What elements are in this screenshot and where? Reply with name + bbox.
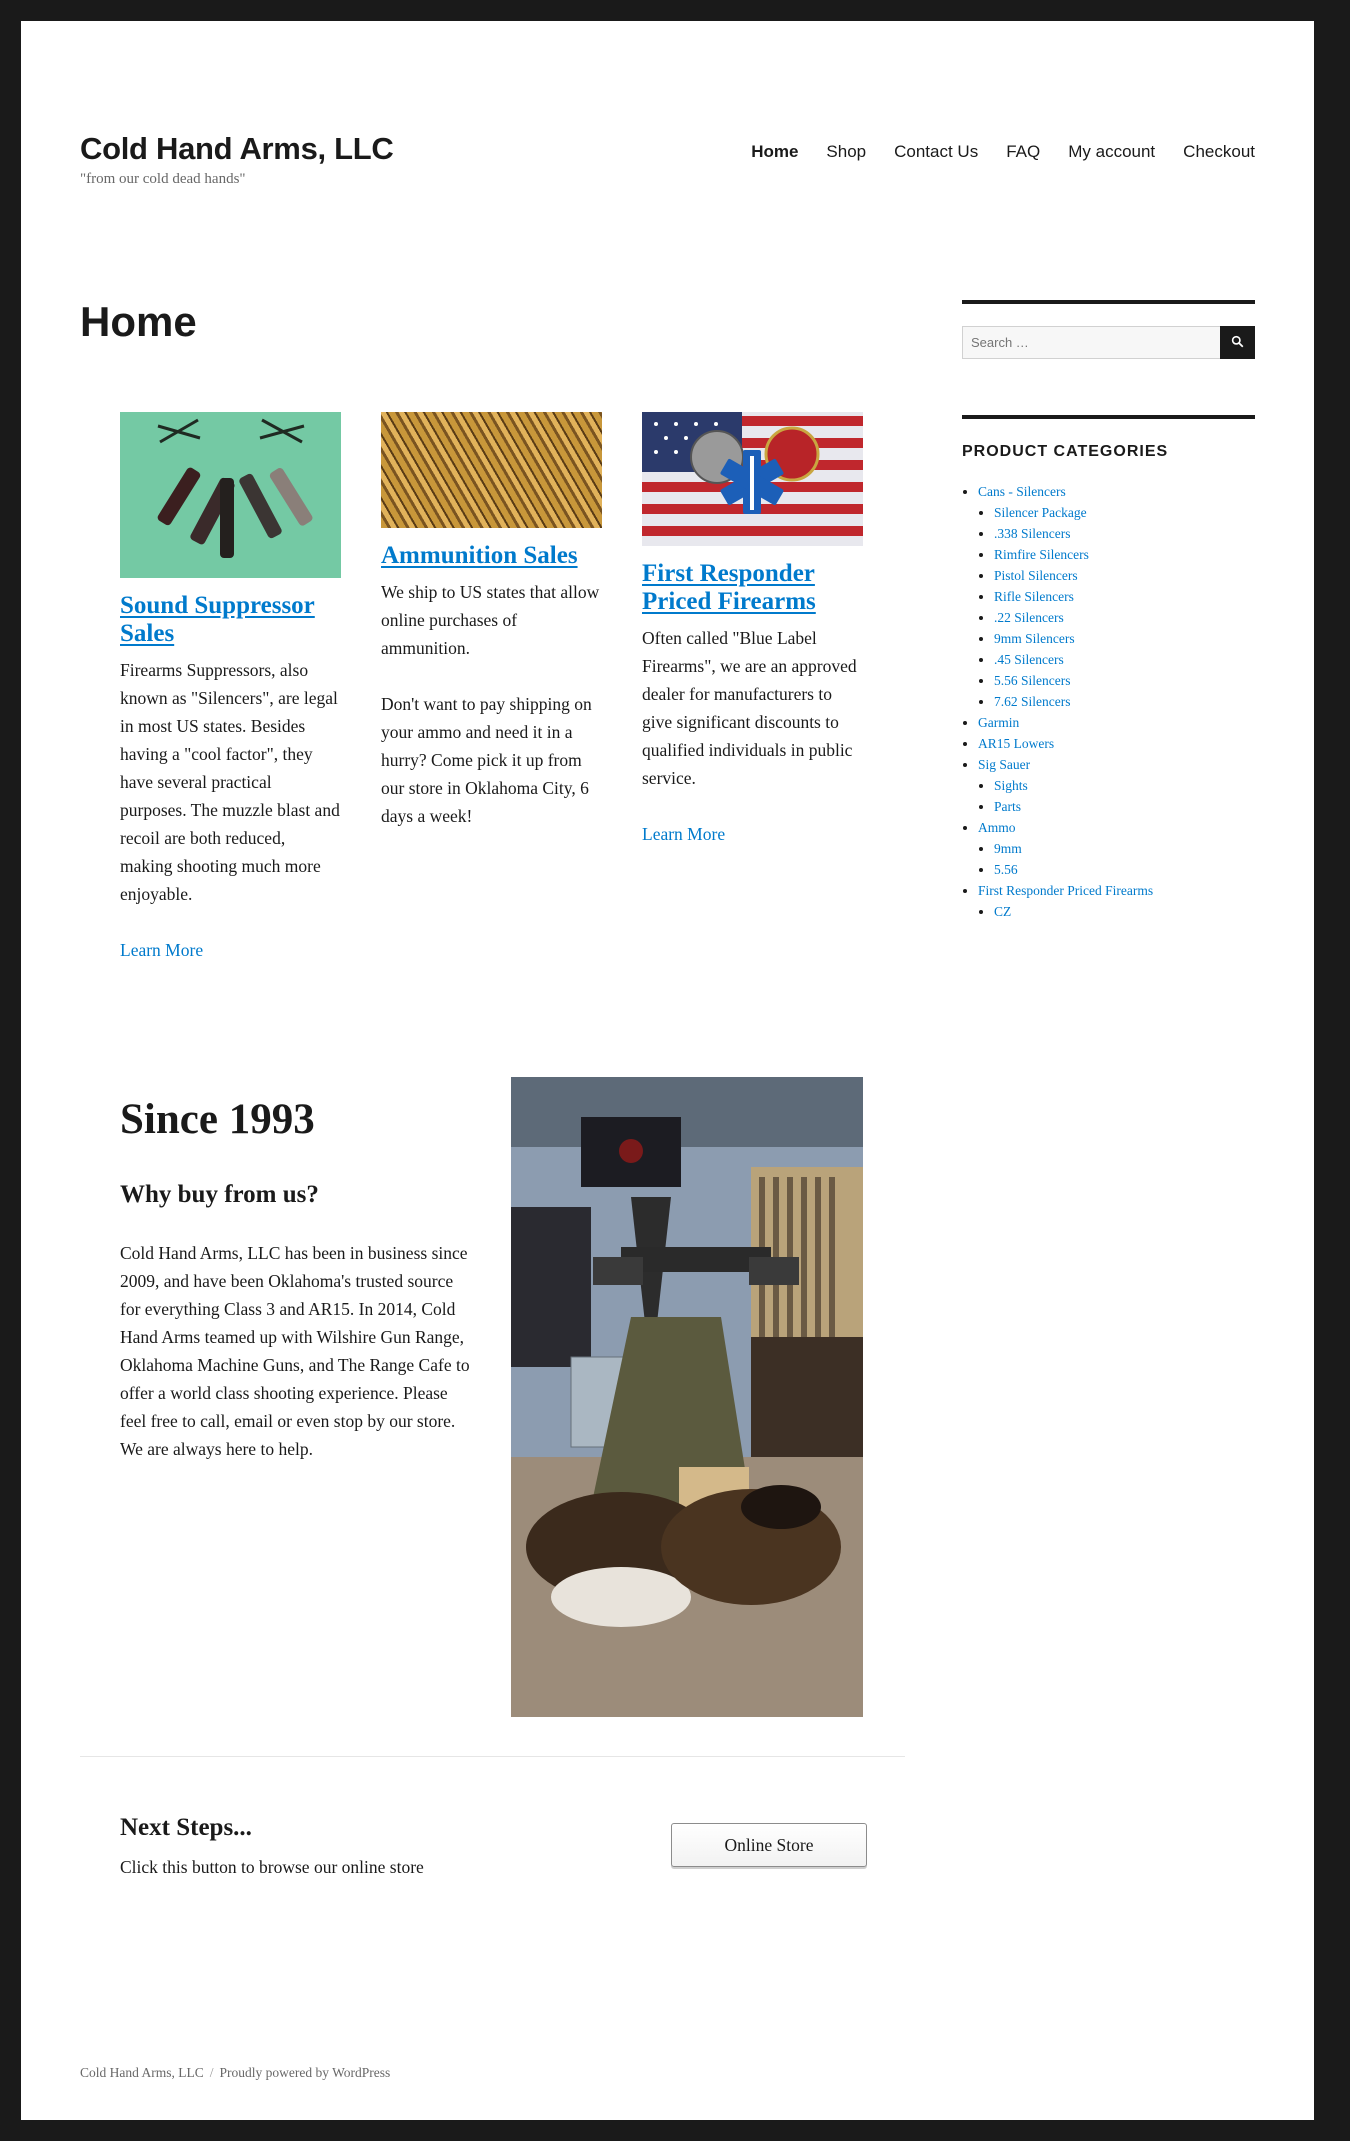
feature-title-ammunition[interactable]: Ammunition Sales <box>381 542 578 569</box>
category-sights[interactable]: Sights <box>994 778 1028 793</box>
feature-text-ammunition-pickup: Don't want to pay shipping on your ammo and need it in a hurry? Come pick it up from our store in Oklahoma City, 6 days a week! <box>381 694 592 826</box>
category-ammo-556[interactable]: 5.56 <box>994 862 1018 877</box>
learn-more-suppressors-link[interactable]: Learn More <box>120 940 204 960</box>
feature-text-ammunition: We ship to US states that allow online purchases of ammunition. <box>381 582 600 658</box>
footer-separator: / <box>209 2065 214 2080</box>
sidebar-rule <box>962 300 1255 304</box>
category-silencer-package[interactable]: Silencer Package <box>994 505 1087 520</box>
next-steps-heading: Next Steps... <box>120 1814 252 1841</box>
category-pistol-silencers[interactable]: Pistol Silencers <box>994 568 1078 583</box>
category-rimfire-silencers[interactable]: Rimfire Silencers <box>994 547 1089 562</box>
feature-title-first-responder[interactable]: First Responder Priced Firearms <box>642 560 816 615</box>
feature-ammunition <box>381 412 602 858</box>
product-categories-title: PRODUCT CATEGORIES <box>962 443 1169 460</box>
learn-more-first-responder-link[interactable]: Learn More <box>642 824 726 844</box>
category-9mm-silencers[interactable]: 9mm Silencers <box>994 631 1075 646</box>
store-photo <box>511 1077 863 1717</box>
subcategory-list <box>978 775 1255 817</box>
nav-contact-us[interactable]: Contact Us <box>894 142 979 161</box>
category-cz[interactable]: CZ <box>994 904 1012 919</box>
nav-home[interactable]: Home <box>751 142 799 161</box>
page-title: Home <box>80 298 197 345</box>
feature-text-first-responder: Often called "Blue Label Firearms", we are an approved dealer for manufacturers to give significant discounts to qualified individuals in public service. <box>642 628 857 788</box>
feature-first-responder <box>642 412 863 848</box>
feature-text-suppressors: Firearms Suppressors, also known as "Silencers", are legal in most US states. Besides having a "cool factor", they have several practical purposes. The muzzle blast and recoil are both reduced, making shooting much more enjoyable. <box>120 660 340 904</box>
search-form <box>962 326 1255 359</box>
next-steps-text: Click this button to browse our online store <box>120 1857 424 1877</box>
section-divider <box>80 1756 905 1757</box>
store-photo-illustration <box>511 1077 863 1717</box>
why-buy-heading: Why buy from us? <box>120 1181 319 1208</box>
category-item <box>978 712 1255 733</box>
category-556-silencers[interactable]: 5.56 Silencers <box>994 673 1071 688</box>
category-item <box>978 754 1255 817</box>
search-icon <box>1231 335 1244 351</box>
category-ammo-9mm[interactable]: 9mm <box>994 841 1022 856</box>
category-762-silencers[interactable]: 7.62 Silencers <box>994 694 1071 709</box>
sidebar-rule <box>962 415 1255 419</box>
site-footer <box>80 2065 390 2081</box>
feature-title-suppressors[interactable]: Sound Suppressor Sales <box>120 592 315 647</box>
category-item <box>978 733 1255 754</box>
nav-faq[interactable]: FAQ <box>1006 142 1041 161</box>
footer-site-link[interactable]: Cold Hand Arms, LLC <box>80 2065 204 2080</box>
site-tagline: "from our cold dead hands" <box>80 171 246 187</box>
category-garmin[interactable]: Garmin <box>978 715 1020 730</box>
category-22-silencers[interactable]: .22 Silencers <box>994 610 1064 625</box>
suppressor-image <box>120 412 341 578</box>
nav-checkout[interactable]: Checkout <box>1183 142 1255 161</box>
category-item <box>978 817 1255 880</box>
category-item <box>978 880 1255 922</box>
category-338-silencers[interactable]: .338 Silencers <box>994 526 1071 541</box>
site-title-link[interactable]: Cold Hand Arms, LLC <box>80 131 394 166</box>
nav-my-account[interactable]: My account <box>1068 142 1156 161</box>
subcategory-list <box>978 838 1255 880</box>
search-button[interactable] <box>1220 326 1255 359</box>
main-navigation <box>723 142 1255 162</box>
category-ar15-lowers[interactable]: AR15 Lowers <box>978 736 1055 751</box>
nav-shop[interactable]: Shop <box>826 142 867 161</box>
first-responder-illustration <box>642 412 863 546</box>
category-cans-silencers[interactable]: Cans - Silencers <box>978 484 1066 499</box>
suppressor-illustration <box>120 412 341 578</box>
online-store-button[interactable]: Online Store <box>671 1823 867 1867</box>
ammunition-image <box>381 412 602 528</box>
first-responder-image <box>642 412 863 546</box>
category-rifle-silencers[interactable]: Rifle Silencers <box>994 589 1074 604</box>
category-45-silencers[interactable]: .45 Silencers <box>994 652 1064 667</box>
why-buy-text: Cold Hand Arms, LLC has been in business since 2009, and have been Oklahoma's trusted source for everything Class 3 and AR15. In 2014, Cold Hand Arms teamed up with Wilshire Gun Range, Oklahoma Machine Guns, and The Range Cafe to offer a world class shooting experience. Please feel free to call, email or even stop by our store. We are always here to help. <box>120 1243 470 1459</box>
footer-wordpress-link[interactable]: Proudly powered by WordPress <box>219 2065 391 2080</box>
page <box>21 21 1314 2120</box>
category-parts[interactable]: Parts <box>994 799 1021 814</box>
subcategory-list <box>978 502 1255 712</box>
category-item <box>978 481 1255 712</box>
since-heading: Since 1993 <box>120 1096 315 1143</box>
search-input[interactable] <box>962 326 1220 359</box>
category-first-responder[interactable]: First Responder Priced Firearms <box>978 883 1154 898</box>
feature-suppressors <box>120 412 341 964</box>
category-ammo[interactable]: Ammo <box>978 820 1016 835</box>
product-categories-list <box>962 481 1255 922</box>
sidebar <box>962 300 1255 922</box>
category-sig-sauer[interactable]: Sig Sauer <box>978 757 1031 772</box>
subcategory-list <box>978 901 1255 922</box>
